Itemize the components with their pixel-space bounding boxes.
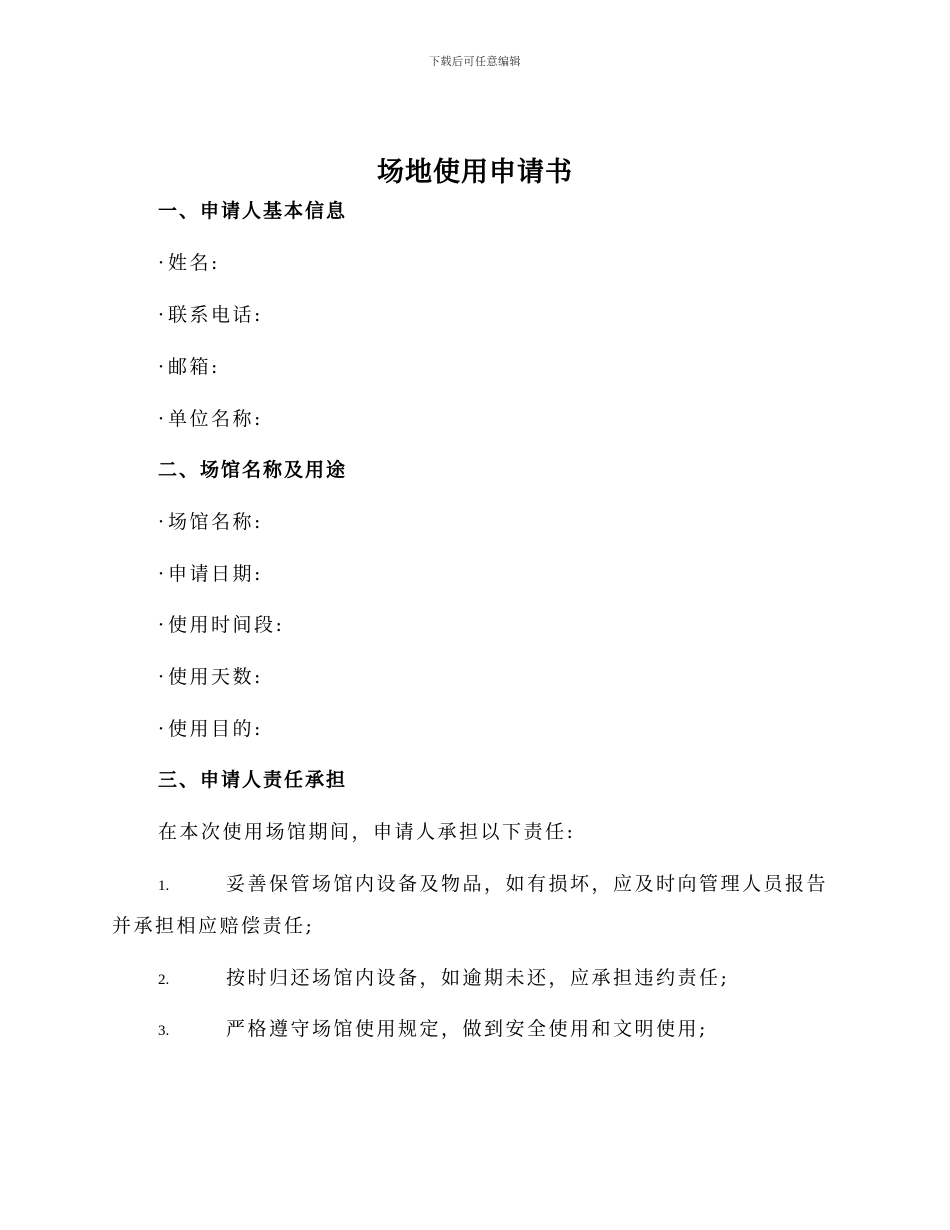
item-number: 2. (158, 972, 170, 988)
bullet-dot: · (158, 356, 165, 378)
field-label: 场馆名称: (168, 511, 263, 533)
document-title: 场地使用申请书 (377, 157, 573, 188)
field-phone (158, 302, 263, 328)
item-number: 1. (158, 878, 170, 894)
field-label: 单位名称: (168, 408, 263, 430)
bullet-dot: · (158, 408, 165, 430)
responsibility-item-2 (158, 965, 729, 993)
field-days (158, 664, 263, 690)
bullet-dot: · (158, 614, 165, 636)
field-email (158, 354, 220, 380)
responsibility-item-1-continuation: 并承担相应赔偿责任; (112, 915, 315, 937)
item-text: 严格遵守场馆使用规定，做到安全使用和文明使用; (226, 1018, 708, 1040)
field-label: 姓名: (168, 252, 220, 274)
section-heading-responsibility: 三、申请人责任承担 (158, 769, 348, 791)
field-label: 邮箱: (168, 356, 220, 378)
item-text: 按时归还场馆内设备，如逾期未还，应承担违约责任; (226, 967, 730, 989)
item-number: 3. (158, 1023, 170, 1039)
field-label: 申请日期: (168, 563, 263, 585)
field-venue-name (158, 509, 263, 535)
field-organization (158, 406, 263, 432)
field-label: 使用时间段: (168, 614, 285, 636)
section-heading-venue: 二、场馆名称及用途 (158, 459, 348, 481)
field-label: 使用目的: (168, 718, 263, 740)
item-text: 妥善保管场馆内设备及物品，如有损坏，应及时向管理人员报告 (226, 873, 829, 895)
responsibility-intro: 在本次使用场馆期间，申请人承担以下责任: (158, 821, 576, 843)
field-name (158, 250, 220, 276)
bullet-dot: · (158, 666, 165, 688)
field-purpose (158, 716, 263, 742)
field-label: 联系电话: (168, 304, 263, 326)
responsibility-item-3 (158, 1016, 708, 1044)
bullet-dot: · (158, 718, 165, 740)
header-note: 下载后可任意编辑 (429, 55, 521, 68)
bullet-dot: · (158, 252, 165, 274)
field-time-slot (158, 612, 284, 638)
section-heading-applicant-info: 一、申请人基本信息 (158, 200, 348, 222)
field-apply-date (158, 561, 263, 587)
field-label: 使用天数: (168, 666, 263, 688)
bullet-dot: · (158, 511, 165, 533)
bullet-dot: · (158, 563, 165, 585)
bullet-dot: · (158, 304, 165, 326)
responsibility-item-1 (158, 871, 828, 899)
